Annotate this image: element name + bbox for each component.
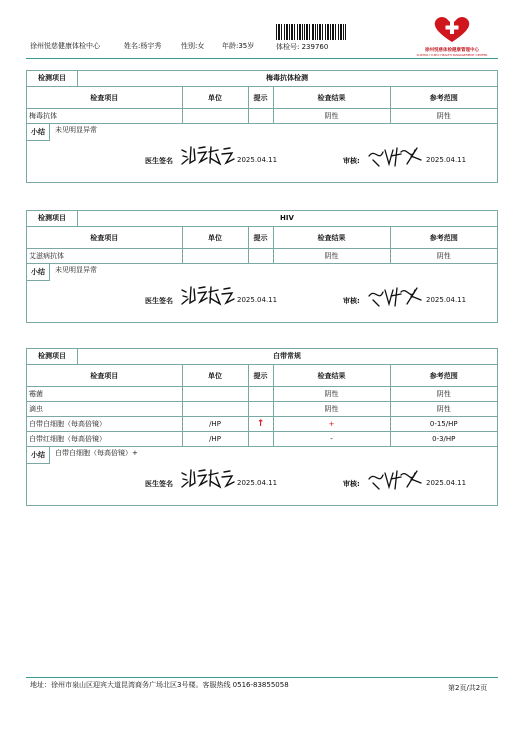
summary-label: 小结 bbox=[27, 264, 50, 281]
exam-number: 体检号: 239760 bbox=[276, 43, 329, 51]
table-header bbox=[27, 87, 497, 109]
col-hint: 提示 bbox=[248, 365, 273, 387]
doctor-signature-icon bbox=[180, 144, 236, 166]
doctor-sign-label: 医生签名 bbox=[145, 480, 173, 488]
col-reference: 参考范围 bbox=[390, 365, 497, 387]
cell-hint bbox=[248, 249, 273, 264]
section-title: 白带常规 bbox=[273, 352, 301, 360]
cell-unit bbox=[182, 402, 248, 417]
cell-item: 梅毒抗体 bbox=[27, 109, 182, 124]
cell-unit bbox=[182, 109, 248, 124]
review-date: 2025.04.11 bbox=[426, 479, 467, 487]
cell-item: 滴虫 bbox=[27, 402, 182, 417]
patient-age: 年龄:35岁 bbox=[222, 42, 255, 50]
col-reference: 参考范围 bbox=[390, 87, 497, 109]
signature-row bbox=[27, 463, 497, 505]
table-header bbox=[27, 227, 497, 249]
col-unit: 单位 bbox=[182, 227, 248, 249]
test-item-label: 检测项目 bbox=[27, 349, 78, 364]
doctor-date: 2025.04.11 bbox=[237, 156, 278, 164]
logo-text: 徐州悦慈体检健康管理中心 bbox=[425, 48, 479, 53]
col-result: 检查结果 bbox=[273, 227, 390, 249]
doctor-sign-label: 医生签名 bbox=[145, 157, 173, 165]
summary-row bbox=[27, 124, 497, 140]
summary-text: 未见明显异常 bbox=[55, 126, 97, 134]
cell-result: + bbox=[273, 417, 390, 432]
cell-item: 霉菌 bbox=[27, 387, 182, 402]
header-rule bbox=[26, 58, 498, 59]
review-label: 审核: bbox=[343, 480, 360, 488]
col-unit: 单位 bbox=[182, 365, 248, 387]
cell-hint-up-arrow: ↑ bbox=[248, 417, 273, 432]
review-label: 审核: bbox=[343, 297, 360, 305]
summary-label: 小结 bbox=[27, 447, 50, 464]
cell-unit: /HP bbox=[182, 417, 248, 432]
section-title-row bbox=[27, 71, 497, 87]
footer-address: 地址：徐州市泉山区迎宾大道昆湾商务广场北区3号楼。客服热线 0516-83855058 bbox=[30, 681, 289, 689]
cell-reference: 阴性 bbox=[390, 387, 497, 402]
result-table bbox=[27, 87, 497, 124]
center-logo bbox=[412, 12, 492, 56]
col-item: 检查项目 bbox=[27, 365, 182, 387]
result-table bbox=[27, 227, 497, 264]
center-name: 徐州悦慈健康体检中心 bbox=[30, 42, 100, 50]
patient-name: 姓名:杨宇秀 bbox=[124, 42, 162, 50]
section-title: 梅毒抗体检测 bbox=[266, 74, 308, 82]
cell-hint bbox=[248, 402, 273, 417]
cell-result: 阴性 bbox=[273, 387, 390, 402]
signature-row bbox=[27, 140, 497, 182]
summary-text: 未见明显异常 bbox=[55, 266, 97, 274]
footer-rule bbox=[26, 677, 498, 678]
table-row bbox=[27, 432, 497, 447]
cell-reference: 阴性 bbox=[390, 109, 497, 124]
section-hiv bbox=[26, 210, 498, 323]
signature-row bbox=[27, 280, 497, 322]
col-result: 检查结果 bbox=[273, 365, 390, 387]
cell-unit bbox=[182, 249, 248, 264]
table-row bbox=[27, 249, 497, 264]
section-syphilis bbox=[26, 70, 498, 183]
table-row bbox=[27, 417, 497, 432]
cell-reference: 0-3/HP bbox=[390, 432, 497, 447]
cell-result: 阴性 bbox=[273, 249, 390, 264]
col-result: 检查结果 bbox=[273, 87, 390, 109]
summary-text: 白带白细胞（每高倍镜）+ bbox=[55, 449, 138, 457]
table-header bbox=[27, 365, 497, 387]
col-item: 检查项目 bbox=[27, 87, 182, 109]
table-row bbox=[27, 387, 497, 402]
cell-reference: 阴性 bbox=[390, 402, 497, 417]
cell-unit: /HP bbox=[182, 432, 248, 447]
cell-hint bbox=[248, 109, 273, 124]
table-row bbox=[27, 402, 497, 417]
cell-result: - bbox=[273, 432, 390, 447]
section-leucorrhea bbox=[26, 348, 498, 506]
test-item-label: 检测项目 bbox=[27, 71, 78, 86]
test-item-label: 检测项目 bbox=[27, 211, 78, 226]
cell-result: 阴性 bbox=[273, 402, 390, 417]
doctor-signature-icon bbox=[180, 284, 236, 306]
cell-reference: 阴性 bbox=[390, 249, 497, 264]
review-label: 审核: bbox=[343, 157, 360, 165]
col-hint: 提示 bbox=[248, 227, 273, 249]
reviewer-signature-icon bbox=[367, 144, 423, 168]
section-title: HIV bbox=[280, 214, 294, 222]
cell-unit bbox=[182, 387, 248, 402]
cell-hint bbox=[248, 432, 273, 447]
section-title-row bbox=[27, 211, 497, 227]
barcode-icon bbox=[276, 24, 346, 40]
review-date: 2025.04.11 bbox=[426, 156, 467, 164]
cell-reference: 0-15/HP bbox=[390, 417, 497, 432]
heart-cross-icon bbox=[412, 12, 492, 48]
doctor-sign-label: 医生签名 bbox=[145, 297, 173, 305]
summary-row bbox=[27, 264, 497, 280]
result-table bbox=[27, 365, 497, 447]
cell-item: 白带白细胞（每高倍镜） bbox=[27, 417, 182, 432]
patient-gender: 性别:女 bbox=[181, 42, 205, 50]
col-unit: 单位 bbox=[182, 87, 248, 109]
summary-label: 小结 bbox=[27, 124, 50, 141]
section-title-row bbox=[27, 349, 497, 365]
logo-subtext: XUZHOU YUECI HEALTH MANAGEMENT CENTER bbox=[416, 53, 488, 57]
doctor-date: 2025.04.11 bbox=[237, 296, 278, 304]
table-row bbox=[27, 109, 497, 124]
reviewer-signature-icon bbox=[367, 284, 423, 308]
review-date: 2025.04.11 bbox=[426, 296, 467, 304]
doctor-date: 2025.04.11 bbox=[237, 479, 278, 487]
cell-item: 艾滋病抗体 bbox=[27, 249, 182, 264]
col-reference: 参考范围 bbox=[390, 227, 497, 249]
cell-item: 白带红细胞（每高倍镜） bbox=[27, 432, 182, 447]
page-number: 第2页/共2页 bbox=[448, 684, 488, 692]
cell-result: 阴性 bbox=[273, 109, 390, 124]
cell-hint bbox=[248, 387, 273, 402]
summary-row bbox=[27, 447, 497, 463]
doctor-signature-icon bbox=[180, 467, 236, 489]
col-hint: 提示 bbox=[248, 87, 273, 109]
col-item: 检查项目 bbox=[27, 227, 182, 249]
reviewer-signature-icon bbox=[367, 467, 423, 491]
